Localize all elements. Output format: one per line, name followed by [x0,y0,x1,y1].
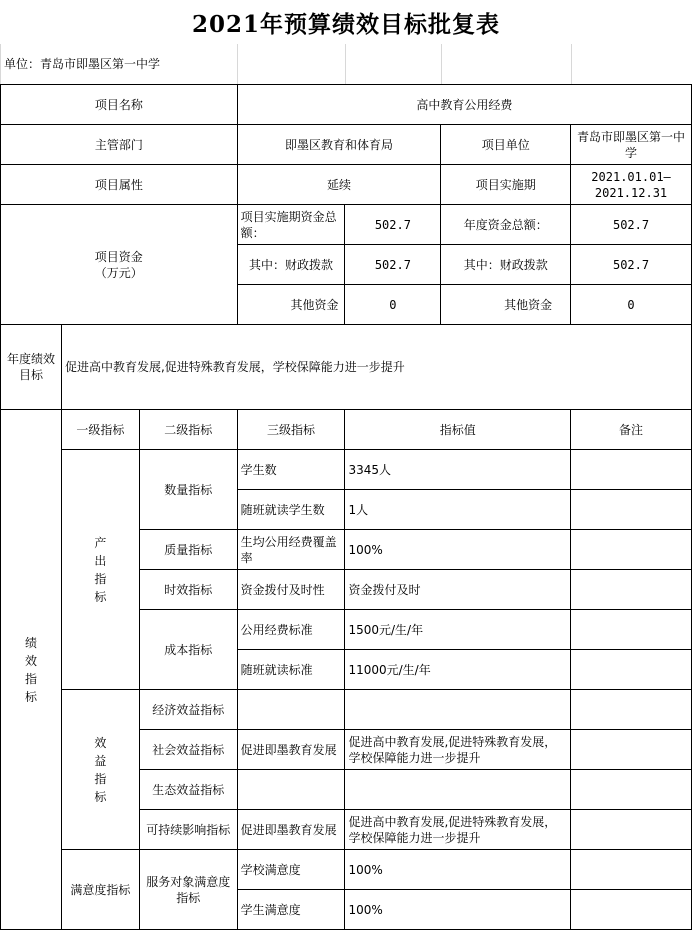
annual-fiscal-funds-value: 502.7 [571,245,692,285]
funds-label-text: 项目资金（万元） [89,249,149,281]
note-cell [571,450,692,490]
indicator-value [345,770,571,810]
note-cell [571,730,692,770]
indicator-value: 资金拨付及时 [345,570,571,610]
level3-indicator: 学生满意度 [237,890,345,930]
annual-goal-label [1,325,62,410]
note-cell [571,890,692,930]
satisfaction-indicators-label: 满意度指标 [61,850,139,930]
ecological-indicator: 生态效益指标 [139,770,237,810]
other-funds-value: 0 [345,285,441,325]
sustainable-indicator: 可持续影响指标 [139,810,237,850]
note-cell [571,810,692,850]
benefit-indicators-label [61,690,139,850]
level3-indicator: 生均公用经费覆盖率 [237,530,345,570]
level3-indicator: 促进即墨教育发展 [237,810,345,850]
indicator-value: 11000元/生/年 [345,650,571,690]
header-level1: 一级指标 [61,410,139,450]
period-value: 2021.01.01—2021.12.31 [571,165,692,205]
empty-cell [346,44,442,84]
level3-indicator: 随班就读标准 [237,650,345,690]
empty-cell [442,44,572,84]
level3-indicator [237,770,345,810]
header-note: 备注 [571,410,692,450]
funds-label [1,205,238,325]
header-level3: 三级指标 [237,410,345,450]
level3-indicator: 资金拨付及时性 [237,570,345,610]
level3-indicator: 公用经费标准 [237,610,345,650]
note-cell [571,490,692,530]
project-name-label: 项目名称 [1,85,238,125]
annual-goal-label-text: 年度绩效目标 [6,351,56,383]
level3-indicator: 随班就读学生数 [237,490,345,530]
social-indicator: 社会效益指标 [139,730,237,770]
empty-cell [572,44,692,84]
note-cell [571,690,692,730]
project-name-value: 高中教育公用经费 [237,85,691,125]
unit-row [0,44,692,84]
quantity-indicator: 数量指标 [139,450,237,530]
note-cell [571,650,692,690]
quality-indicator: 质量指标 [139,530,237,570]
perf-indicators-text: 绩效指标 [24,634,38,706]
annual-other-funds-label: 其他资金 [441,285,571,325]
other-funds-label: 其他资金 [237,285,345,325]
attr-label: 项目属性 [1,165,238,205]
perf-indicators-label [1,410,62,930]
fiscal-funds-value: 502.7 [345,245,441,285]
fiscal-funds-label: 其中：财政拨款 [237,245,345,285]
indicator-value: 100% [345,530,571,570]
note-cell [571,850,692,890]
dept-value: 即墨区教育和体育局 [237,125,441,165]
indicator-value: 促进高中教育发展,促进特殊教育发展，学校保障能力进一步提升 [345,810,571,850]
unit-label: 单位：青岛市即墨区第一中学 [1,44,238,84]
output-indicators-text: 产出指标 [93,534,107,606]
cost-indicator: 成本指标 [139,610,237,690]
annual-funds-value: 502.7 [571,205,692,245]
timeliness-indicator: 时效指标 [139,570,237,610]
benefit-indicators-text: 效益指标 [93,734,107,806]
header-level2: 二级指标 [139,410,237,450]
annual-fiscal-funds-label: 其中：财政拨款 [441,245,571,285]
annual-goal-value: 促进高中教育发展,促进特殊教育发展，学校保障能力进一步提升 [61,325,691,410]
indicator-value: 3345人 [345,450,571,490]
project-unit-value: 青岛市即墨区第一中学 [571,125,692,165]
period-label: 项目实施期 [441,165,571,205]
note-cell [571,570,692,610]
indicator-value: 1人 [345,490,571,530]
note-cell [571,610,692,650]
attr-value: 延续 [237,165,441,205]
annual-other-funds-value: 0 [571,285,692,325]
project-unit-label: 项目单位 [441,125,571,165]
total-funds-value: 502.7 [345,205,441,245]
level3-indicator: 学生数 [237,450,345,490]
indicator-value [345,690,571,730]
level3-indicator: 促进即墨教育发展 [237,730,345,770]
unit-row-cells [0,44,692,85]
empty-cell [238,44,346,84]
dept-label: 主管部门 [1,125,238,165]
output-indicators-label [61,450,139,690]
indicator-value: 100% [345,850,571,890]
level3-indicator: 学校满意度 [237,850,345,890]
indicator-value: 1500元/生/年 [345,610,571,650]
budget-table [0,84,692,930]
note-cell [571,530,692,570]
indicator-value: 100% [345,890,571,930]
annual-funds-label: 年度资金总额： [441,205,571,245]
economic-indicator: 经济效益指标 [139,690,237,730]
page-title: 2021年预算绩效目标批复表 [0,0,692,44]
total-funds-label: 项目实施期资金总额： [237,205,345,245]
level3-indicator [237,690,345,730]
indicator-value: 促进高中教育发展,促进特殊教育发展，学校保障能力进一步提升 [345,730,571,770]
header-value: 指标值 [345,410,571,450]
note-cell [571,770,692,810]
service-satisfaction-indicator: 服务对象满意度指标 [139,850,237,930]
